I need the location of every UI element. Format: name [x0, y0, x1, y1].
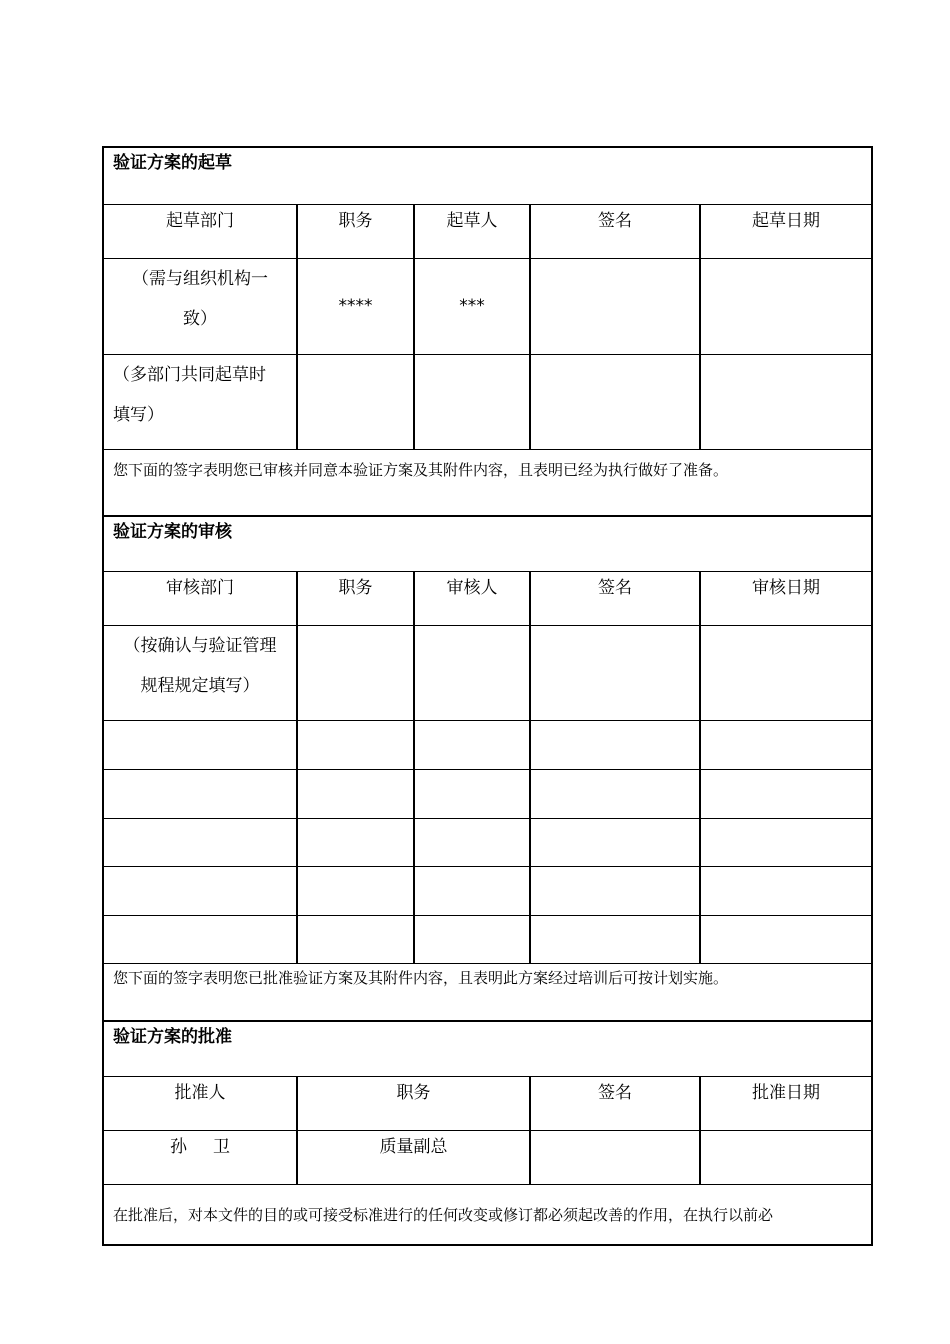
drafting-dept-line1: （需与组织机构一	[132, 268, 268, 289]
drafting-title-cell: ****	[297, 258, 414, 354]
header-date: 起草日期	[700, 204, 872, 258]
drafting-signature-cell[interactable]	[530, 258, 700, 354]
empty-cell[interactable]	[700, 915, 872, 963]
drafting-dept-line2: 致）	[183, 308, 217, 329]
empty-cell[interactable]	[530, 769, 700, 818]
empty-cell[interactable]	[414, 818, 530, 866]
empty-cell[interactable]	[530, 720, 700, 769]
review-dept-line1: （按确认与验证管理	[123, 635, 277, 656]
empty-cell[interactable]	[297, 769, 414, 818]
empty-cell[interactable]	[414, 915, 530, 963]
drafting-date-cell[interactable]	[700, 258, 872, 354]
empty-cell[interactable]	[297, 866, 414, 915]
drafting-row-1	[103, 258, 872, 354]
footer-note: 在批准后，对本文件的目的或可接受标准进行的任何改变或修订都必须起改善的作用，在执行以前必	[103, 1184, 872, 1245]
review-title-cell[interactable]	[297, 625, 414, 720]
drafting-date-cell-2[interactable]	[700, 354, 872, 449]
review-header-dept: 审核部门	[103, 571, 297, 625]
drafting-person-cell: ***	[414, 258, 530, 354]
empty-cell[interactable]	[297, 818, 414, 866]
approval-header-date: 批准日期	[700, 1076, 872, 1130]
empty-cell[interactable]	[530, 818, 700, 866]
drafting-title-cell-2[interactable]	[297, 354, 414, 449]
review-header-title: 职务	[297, 571, 414, 625]
approver-cell	[103, 1130, 297, 1184]
review-empty-row	[103, 720, 872, 769]
drafting-row-2	[103, 354, 872, 449]
empty-cell[interactable]	[103, 915, 297, 963]
approval-header-title: 职务	[297, 1076, 530, 1130]
review-section-title: 验证方案的审核	[103, 516, 872, 571]
empty-cell[interactable]	[103, 818, 297, 866]
empty-cell[interactable]	[103, 720, 297, 769]
drafting-section-title: 验证方案的起草	[103, 147, 872, 204]
approval-header-signature: 签名	[530, 1076, 700, 1130]
validation-approval-form	[102, 146, 873, 1246]
empty-cell[interactable]	[530, 915, 700, 963]
empty-cell[interactable]	[103, 769, 297, 818]
approval-section-title: 验证方案的批准	[103, 1021, 872, 1076]
review-empty-row	[103, 769, 872, 818]
review-signature-cell[interactable]	[530, 625, 700, 720]
empty-cell[interactable]	[700, 818, 872, 866]
review-person-cell[interactable]	[414, 625, 530, 720]
drafting-person-cell-2[interactable]	[414, 354, 530, 449]
empty-cell[interactable]	[414, 866, 530, 915]
review-empty-row	[103, 915, 872, 963]
approval-note: 您下面的签字表明您已批准验证方案及其附件内容，且表明此方案经过培训后可按计划实施。	[103, 963, 872, 1021]
approver-title-cell: 质量副总	[297, 1130, 530, 1184]
approver-name-part2: 卫	[213, 1136, 230, 1157]
empty-cell[interactable]	[530, 866, 700, 915]
review-header-row	[103, 571, 872, 625]
review-header-reviewer: 审核人	[414, 571, 530, 625]
drafting-dept2-line2: 填写）	[113, 404, 164, 425]
review-date-cell[interactable]	[700, 625, 872, 720]
empty-cell[interactable]	[700, 866, 872, 915]
header-drafter: 起草人	[414, 204, 530, 258]
review-header-date: 审核日期	[700, 571, 872, 625]
empty-cell[interactable]	[297, 915, 414, 963]
empty-cell[interactable]	[700, 720, 872, 769]
approver-signature-cell[interactable]	[530, 1130, 700, 1184]
approver-date-cell[interactable]	[700, 1130, 872, 1184]
drafting-dept-cell	[103, 258, 297, 354]
review-dept-cell	[103, 625, 297, 720]
approval-header-approver: 批准人	[103, 1076, 297, 1130]
drafting-signature-cell-2[interactable]	[530, 354, 700, 449]
empty-cell[interactable]	[297, 720, 414, 769]
review-note: 您下面的签字表明您已审核并同意本验证方案及其附件内容，且表明已经为执行做好了准备。	[103, 449, 872, 516]
drafting-header-row	[103, 204, 872, 258]
approval-header-row	[103, 1076, 872, 1130]
header-dept: 起草部门	[103, 204, 297, 258]
header-title: 职务	[297, 204, 414, 258]
header-signature: 签名	[530, 204, 700, 258]
review-empty-row	[103, 866, 872, 915]
drafting-dept-cell-2	[103, 354, 297, 449]
empty-cell[interactable]	[700, 769, 872, 818]
review-row-1	[103, 625, 872, 720]
review-dept-line2: 规程规定填写）	[140, 675, 260, 696]
approver-name-part1: 孙	[170, 1136, 187, 1157]
drafting-dept2-line1: （多部门共同起草时	[113, 364, 266, 385]
empty-cell[interactable]	[414, 769, 530, 818]
approval-row-1	[103, 1130, 872, 1184]
review-empty-row	[103, 818, 872, 866]
empty-cell[interactable]	[414, 720, 530, 769]
empty-cell[interactable]	[103, 866, 297, 915]
review-header-signature: 签名	[530, 571, 700, 625]
